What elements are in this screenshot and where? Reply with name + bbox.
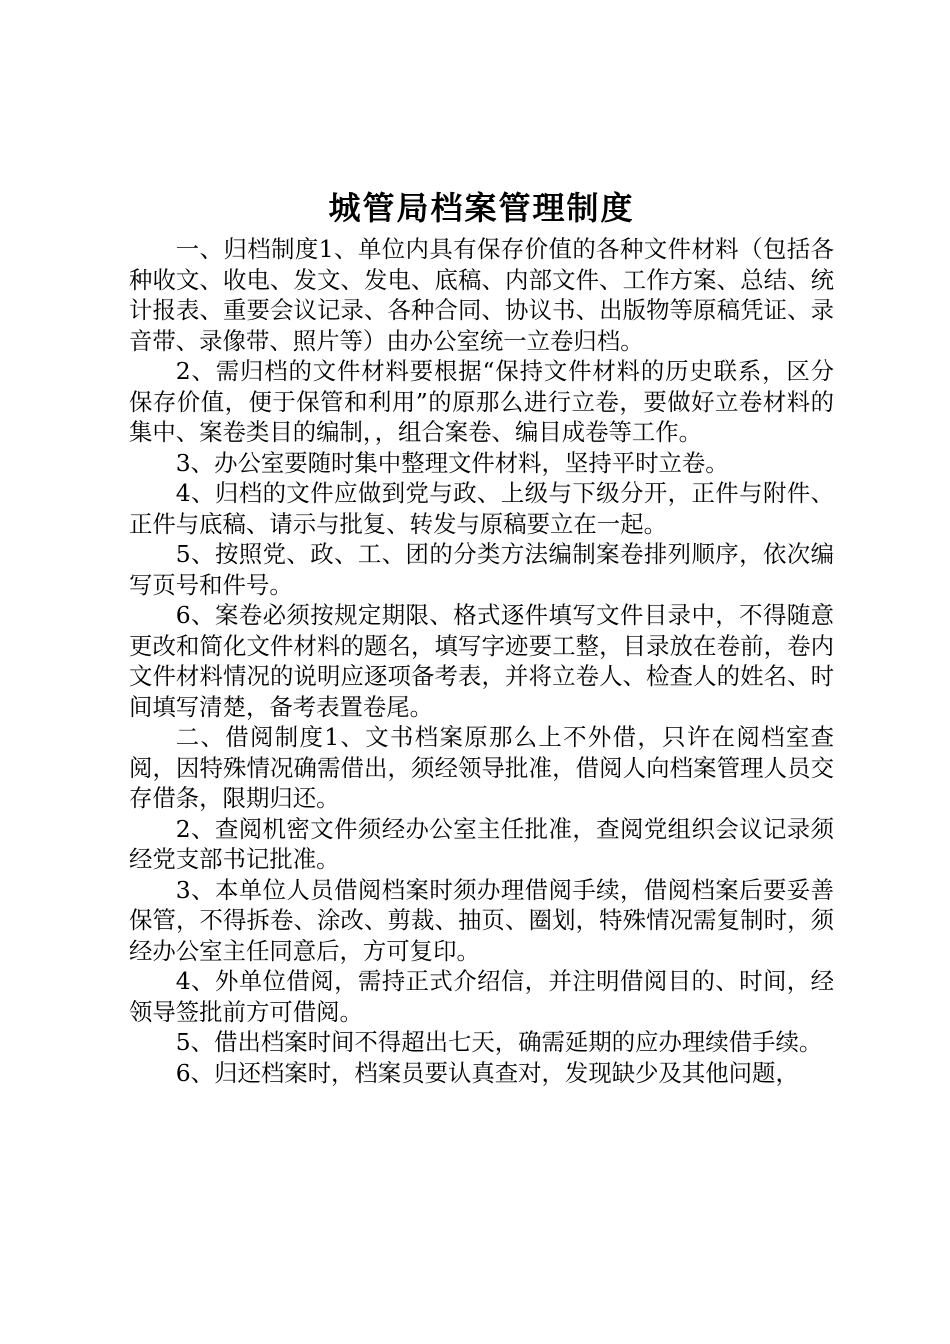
paragraph-archiving-4: 4、归档的文件应做到党与政、上级与下级分开，正件与附件、正件与底稿、请示与批复、转发与原稿要立在一起。 [129, 479, 834, 538]
paragraph-archiving-5: 5、按照党、政、工、团的分类方法编制案卷排列顺序，依次编写页号和件号。 [129, 540, 834, 599]
document-page [129, 184, 834, 1088]
paragraph-borrowing-5: 5、借出档案时间不得超出七天，确需延期的应办理续借手续。 [175, 1028, 823, 1056]
paragraph-borrowing-2: 2、查阅机密文件须经办公室主任批准，查阅党组织会议记录须经党支部书记批准。 [129, 814, 834, 873]
paragraph-archiving-1: 一、归档制度1、单位内具有保存价值的各种文件材料（包括各种收文、收电、发文、发电、底稿、内部文件、工作方案、总结、统计报表、重要会议记录、各种合同、协议书、出版物等原稿凭证、录音带、录像带、照片等）由办公室统一立卷归档。 [129, 235, 834, 355]
paragraph-borrowing-3: 3、本单位人员借阅档案时须办理借阅手续，借阅档案后要妥善保管，不得拆卷、涂改、剪裁、抽页、圈划，特殊情况需复制时，须经办公室主任同意后，方可复印。 [129, 875, 834, 965]
document-title: 城管局档案管理制度 [328, 189, 635, 227]
paragraph-borrowing-1: 二、借阅制度1、文书档案原那么上不外借，只许在阅档室查阅，因特殊情况确需借出，须经领导批准，借阅人向档案管理人员交存借条，限期归还。 [129, 723, 834, 812]
paragraph-archiving-6: 6、案卷必须按规定期限、格式逐件填写文件目录中，不得随意更改和简化文件材料的题名，填写字迹要工整，目录放在卷前，卷内文件材料情况的说明应逐项备考表，并将立卷人、检查人的姓名、时间填写清楚，备考表置卷尾。 [129, 601, 834, 721]
paragraph-archiving-3: 3、办公室要随时集中整理文件材料，坚持平时立卷。 [175, 448, 729, 477]
paragraph-archiving-2: 2、需归档的文件材料要根据“保持文件材料的历史联系，区分保存价值，便于保管和利用”的原那么进行立卷，要做好立卷材料的集中、案卷类目的编制，，组合案卷、编目成卷等工作。 [129, 357, 834, 446]
paragraph-borrowing-6: 6、归还档案时，档案员要认真查对，发现缺少及其他问题， [175, 1058, 799, 1087]
paragraph-borrowing-4: 4、外单位借阅，需持正式介绍信，并注明借阅目的、时间，经领导签批前方可借阅。 [129, 967, 834, 1026]
